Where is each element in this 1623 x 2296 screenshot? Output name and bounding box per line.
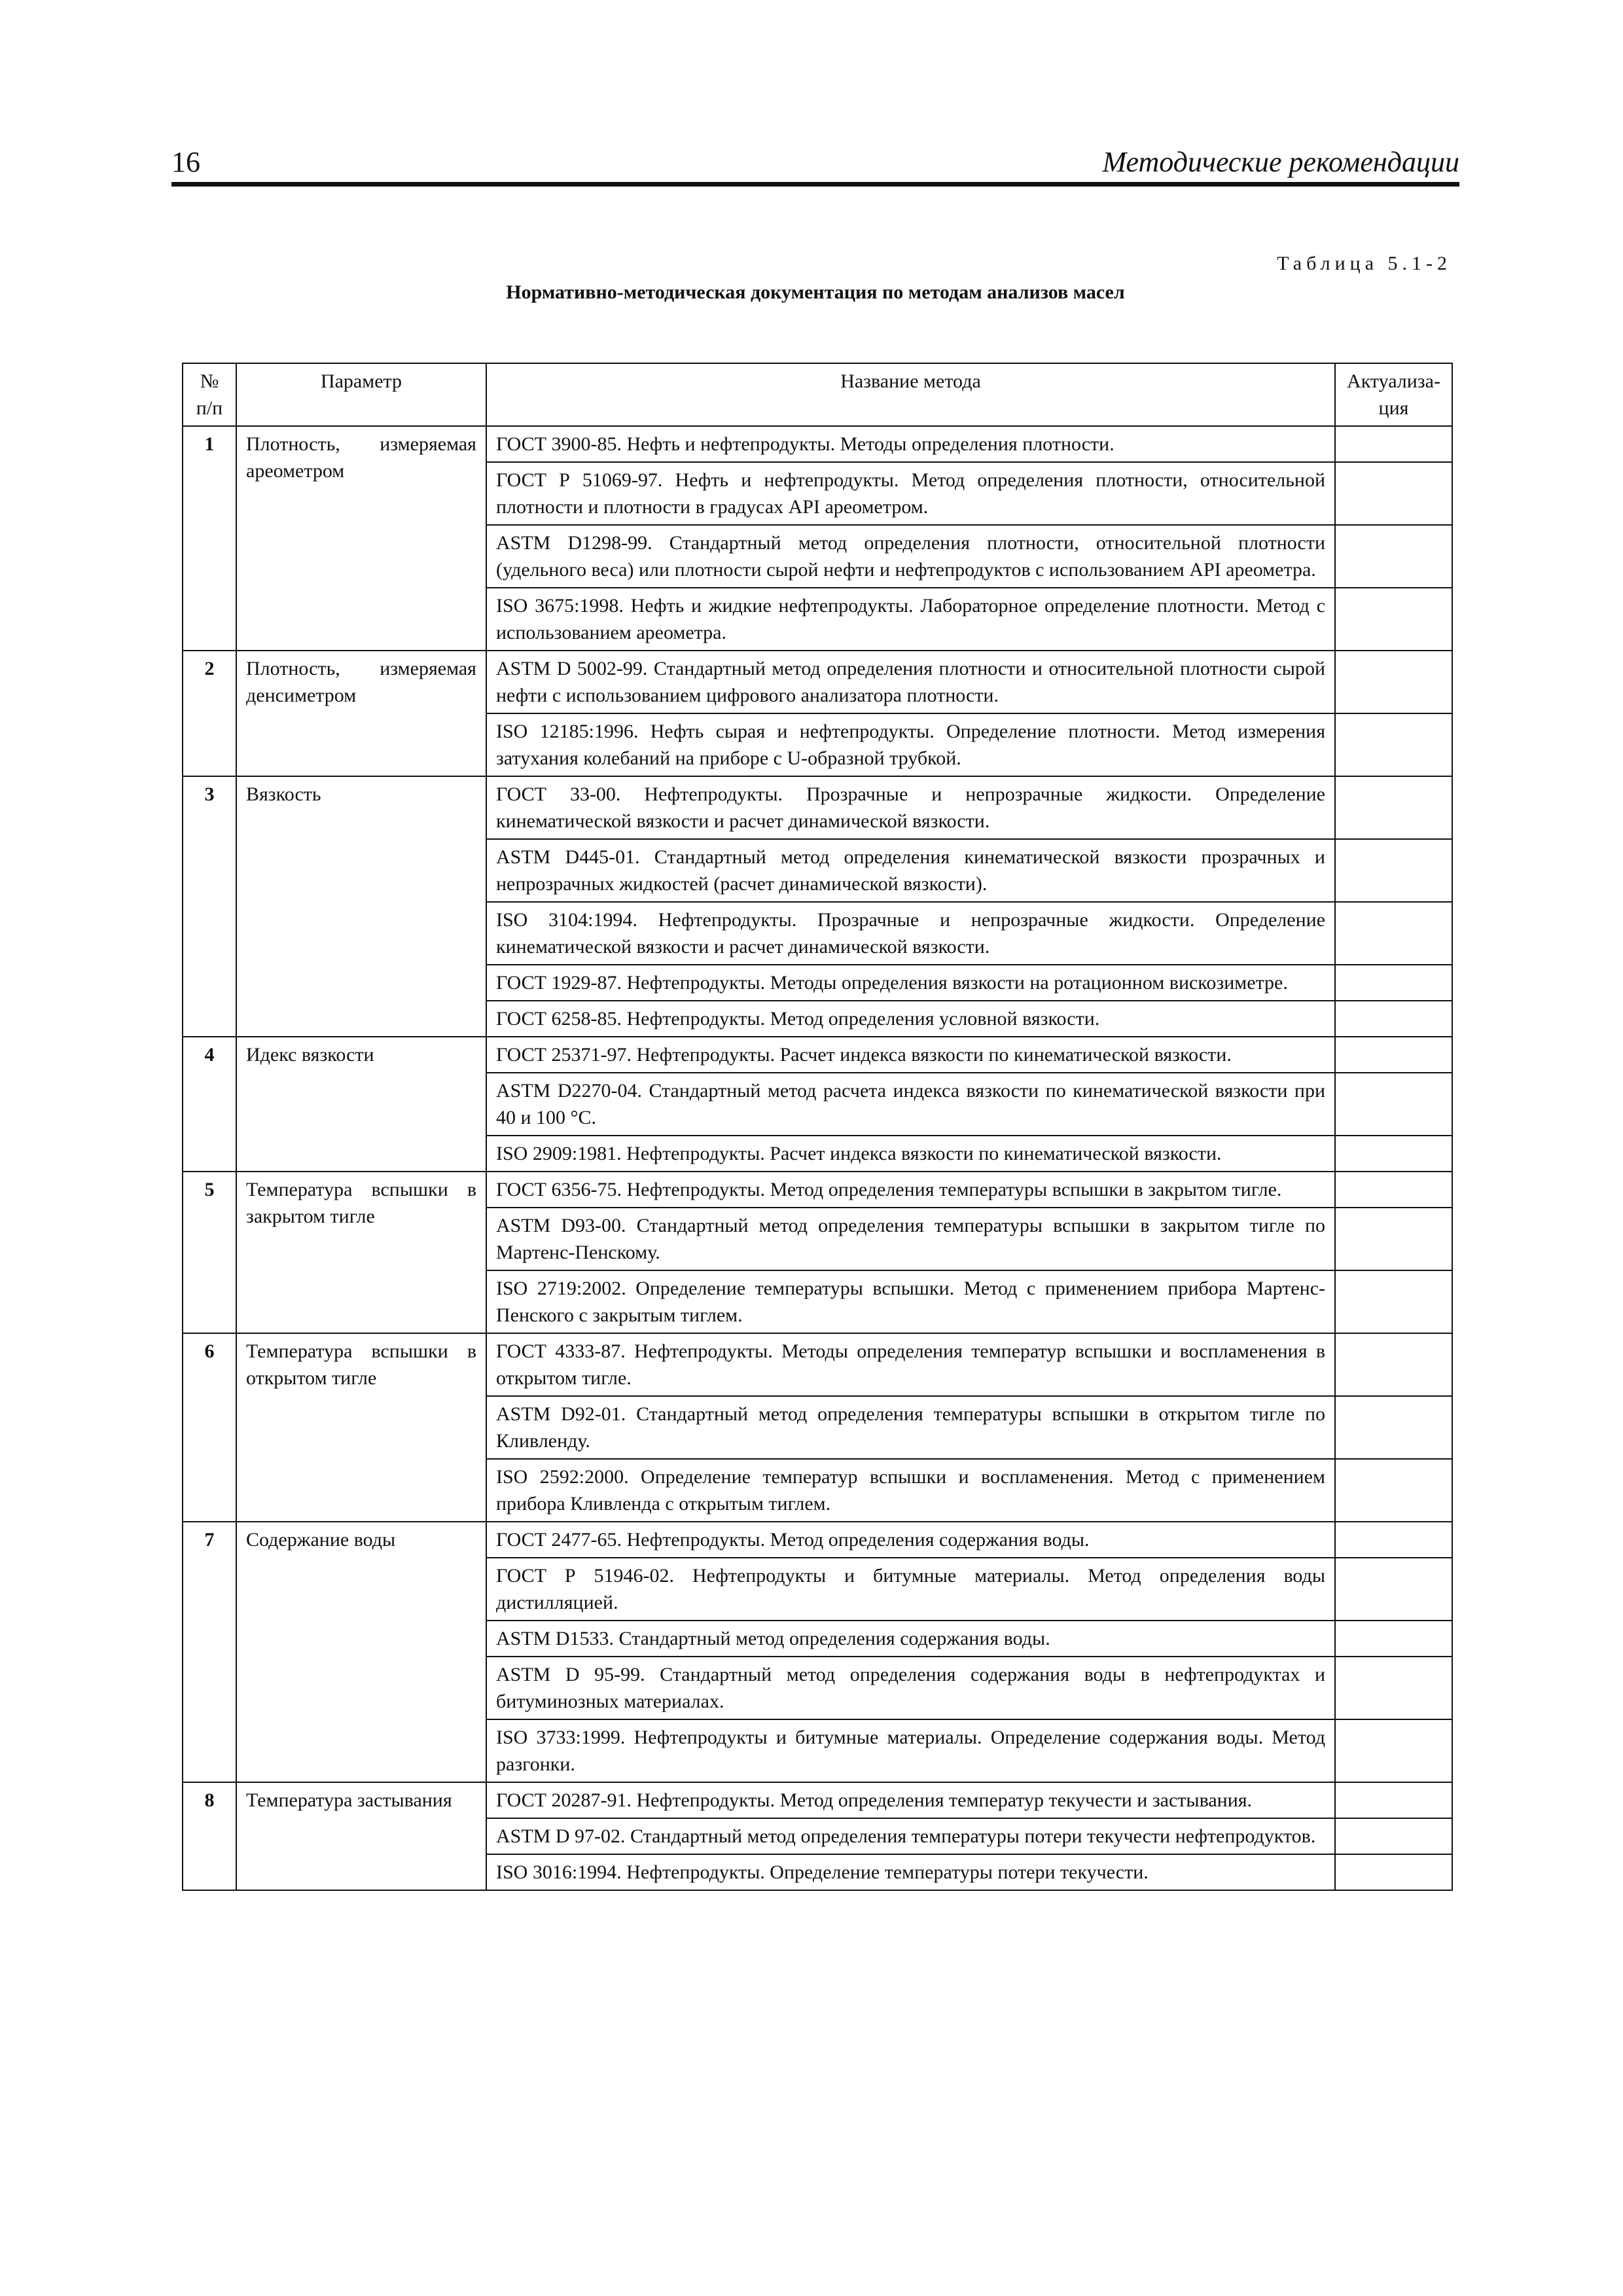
actualization-cell bbox=[1335, 902, 1452, 965]
parameter-cell: Плотность, измеряемая денсиметром bbox=[236, 651, 486, 776]
actualization-cell bbox=[1335, 1782, 1452, 1818]
actualization-cell bbox=[1335, 1270, 1452, 1333]
table-row bbox=[183, 1333, 1452, 1396]
parameter-cell: Температура вспышки в открытом тигле bbox=[236, 1333, 486, 1522]
actualization-cell bbox=[1335, 1854, 1452, 1890]
table-caption: Нормативно-методическая документация по методам анализов масел bbox=[506, 281, 1125, 303]
actualization-cell bbox=[1335, 1459, 1452, 1522]
method-cell: ISO 3733:1999. Нефтепродукты и битумные материалы. Определение содержания воды. Метод разгонки. bbox=[486, 1719, 1335, 1782]
actualization-cell bbox=[1335, 713, 1452, 776]
method-cell: ГОСТ 1929-87. Нефтепродукты. Методы определения вязкости на ротационном вискозиметре. bbox=[486, 965, 1335, 1001]
parameter-cell: Содержание воды bbox=[236, 1522, 486, 1782]
actualization-cell bbox=[1335, 1037, 1452, 1073]
row-number: 5 bbox=[183, 1172, 236, 1333]
table-row bbox=[183, 1782, 1452, 1818]
page-header bbox=[171, 143, 1459, 187]
actualization-cell bbox=[1335, 462, 1452, 525]
method-cell: ASTM D93-00. Стандартный метод определения температуры вспышки в закрытом тигле по Мартенс-Пенскому. bbox=[486, 1208, 1335, 1270]
method-cell: ГОСТ 3900-85. Нефть и нефтепродукты. Методы определения плотности. bbox=[486, 426, 1335, 462]
actualization-cell bbox=[1335, 1818, 1452, 1854]
method-cell: ISO 2719:2002. Определение температуры вспышки. Метод с применением прибора Мартенс-Пенского с закрытым тиглем. bbox=[486, 1270, 1335, 1333]
method-cell: ГОСТ 20287-91. Нефтепродукты. Метод определения температур текучести и застывания. bbox=[486, 1782, 1335, 1818]
actualization-cell bbox=[1335, 1208, 1452, 1270]
parameter-cell: Вязкость bbox=[236, 776, 486, 1037]
method-cell: ASTM D 97-02. Стандартный метод определения температуры потери текучести нефтепродуктов. bbox=[486, 1818, 1335, 1854]
actualization-cell bbox=[1335, 965, 1452, 1001]
table-row bbox=[183, 426, 1452, 462]
table-row bbox=[183, 776, 1452, 839]
method-cell: ГОСТ 25371-97. Нефтепродукты. Расчет индекса вязкости по кинематической вязкости. bbox=[486, 1037, 1335, 1073]
method-cell: ASTM D1533. Стандартный метод определения содержания воды. bbox=[486, 1621, 1335, 1657]
method-cell: ASTM D2270-04. Стандартный метод расчета индекса вязкости по кинематической вязкости при 40 и 100 °С. bbox=[486, 1073, 1335, 1136]
method-cell: ГОСТ Р 51946-02. Нефтепродукты и битумные материалы. Метод определения воды дистилляцией. bbox=[486, 1558, 1335, 1621]
row-number: 2 bbox=[183, 651, 236, 776]
method-cell: ISO 2909:1981. Нефтепродукты. Расчет индекса вязкости по кинематической вязкости. bbox=[486, 1136, 1335, 1172]
header-actualization: Актуализа- ция bbox=[1335, 363, 1452, 426]
actualization-cell bbox=[1335, 651, 1452, 713]
method-cell: ISO 3675:1998. Нефть и жидкие нефтепродукты. Лабораторное определение плотности. Метод с использованием ареометра. bbox=[486, 588, 1335, 651]
method-cell: ГОСТ 2477-65. Нефтепродукты. Метод определения содержания воды. bbox=[486, 1522, 1335, 1558]
row-number: 7 bbox=[183, 1522, 236, 1782]
method-cell: ISO 3016:1994. Нефтепродукты. Определение температуры потери текучести. bbox=[486, 1854, 1335, 1890]
header-param: Параметр bbox=[236, 363, 486, 426]
method-cell: ГОСТ 6356-75. Нефтепродукты. Метод определения температуры вспышки в закрытом тигле. bbox=[486, 1172, 1335, 1208]
method-cell: ГОСТ Р 51069-97. Нефть и нефтепродукты. Метод определения плотности, относительной плотности и плотности в градусах API ареометром. bbox=[486, 462, 1335, 525]
actualization-cell bbox=[1335, 1558, 1452, 1621]
parameter-cell: Температура застывания bbox=[236, 1782, 486, 1890]
table-row bbox=[183, 1522, 1452, 1558]
actualization-cell bbox=[1335, 839, 1452, 902]
running-title: Методические рекомендации bbox=[1102, 146, 1459, 178]
row-number: 1 bbox=[183, 426, 236, 651]
actualization-cell bbox=[1335, 1172, 1452, 1208]
actualization-cell bbox=[1335, 1522, 1452, 1558]
actualization-cell bbox=[1335, 588, 1452, 651]
actualization-cell bbox=[1335, 1621, 1452, 1657]
row-number: 3 bbox=[183, 776, 236, 1037]
table-row bbox=[183, 1037, 1452, 1073]
method-cell: ISO 3104:1994. Нефтепродукты. Прозрачные и непрозрачные жидкости. Определение кинематической вязкости и расчет динамической вязкости. bbox=[486, 902, 1335, 965]
table-body bbox=[183, 426, 1452, 1890]
method-cell: ASTM D92-01. Стандартный метод определения температуры вспышки в открытом тигле по Кливленду. bbox=[486, 1396, 1335, 1459]
parameter-cell: Плотность, измеряемая ареометром bbox=[236, 426, 486, 651]
row-number: 6 bbox=[183, 1333, 236, 1522]
parameter-cell: Температура вспышки в закрытом тигле bbox=[236, 1172, 486, 1333]
row-number: 8 bbox=[183, 1782, 236, 1890]
actualization-cell bbox=[1335, 1136, 1452, 1172]
actualization-cell bbox=[1335, 1333, 1452, 1396]
actualization-cell bbox=[1335, 426, 1452, 462]
method-cell: ASTM D1298-99. Стандартный метод определения плотности, относительной плотности (удельного веса) или плотности сырой нефти и нефтепродуктов с использованием API ареометра. bbox=[486, 525, 1335, 588]
method-cell: ASTM D445-01. Стандартный метод определения кинематической вязкости прозрачных и непрозрачных жидкостей (расчет динамической вязкости). bbox=[486, 839, 1335, 902]
table-row bbox=[183, 651, 1452, 713]
method-cell: ISO 12185:1996. Нефть сырая и нефтепродукты. Определение плотности. Метод измерения затухания колебаний на приборе с U-образной трубкой. bbox=[486, 713, 1335, 776]
method-cell: ГОСТ 33-00. Нефтепродукты. Прозрачные и непрозрачные жидкости. Определение кинематической вязкости и расчет динамической вязкости. bbox=[486, 776, 1335, 839]
page-number: 16 bbox=[171, 146, 200, 178]
header-num: № п/п bbox=[183, 363, 236, 426]
methods-table bbox=[182, 363, 1453, 1891]
method-cell: ISO 2592:2000. Определение температур вспышки и воспламенения. Метод с применением прибора Кливленда с открытым тиглем. bbox=[486, 1459, 1335, 1522]
actualization-cell bbox=[1335, 1073, 1452, 1136]
method-cell: ГОСТ 4333-87. Нефтепродукты. Методы определения температур вспышки и воспламенения в открытом тигле. bbox=[486, 1333, 1335, 1396]
method-cell: ASTM D 95-99. Стандартный метод определения содержания воды в нефтепродуктах и битуминозных материалах. bbox=[486, 1657, 1335, 1719]
table-label: Таблица 5.1-2 bbox=[1277, 253, 1452, 274]
parameter-cell: Идекс вязкости bbox=[236, 1037, 486, 1172]
method-cell: ГОСТ 6258-85. Нефтепродукты. Метод определения условной вязкости. bbox=[486, 1001, 1335, 1037]
table-row bbox=[183, 1172, 1452, 1208]
actualization-cell bbox=[1335, 1719, 1452, 1782]
table-header-row bbox=[183, 363, 1452, 426]
actualization-cell bbox=[1335, 1657, 1452, 1719]
actualization-cell bbox=[1335, 776, 1452, 839]
row-number: 4 bbox=[183, 1037, 236, 1172]
header-method: Название метода bbox=[486, 363, 1335, 426]
method-cell: ASTM D 5002-99. Стандартный метод определения плотности и относительной плотности сырой нефти с использованием цифрового анализатора плотности. bbox=[486, 651, 1335, 713]
actualization-cell bbox=[1335, 1001, 1452, 1037]
actualization-cell bbox=[1335, 525, 1452, 588]
actualization-cell bbox=[1335, 1396, 1452, 1459]
